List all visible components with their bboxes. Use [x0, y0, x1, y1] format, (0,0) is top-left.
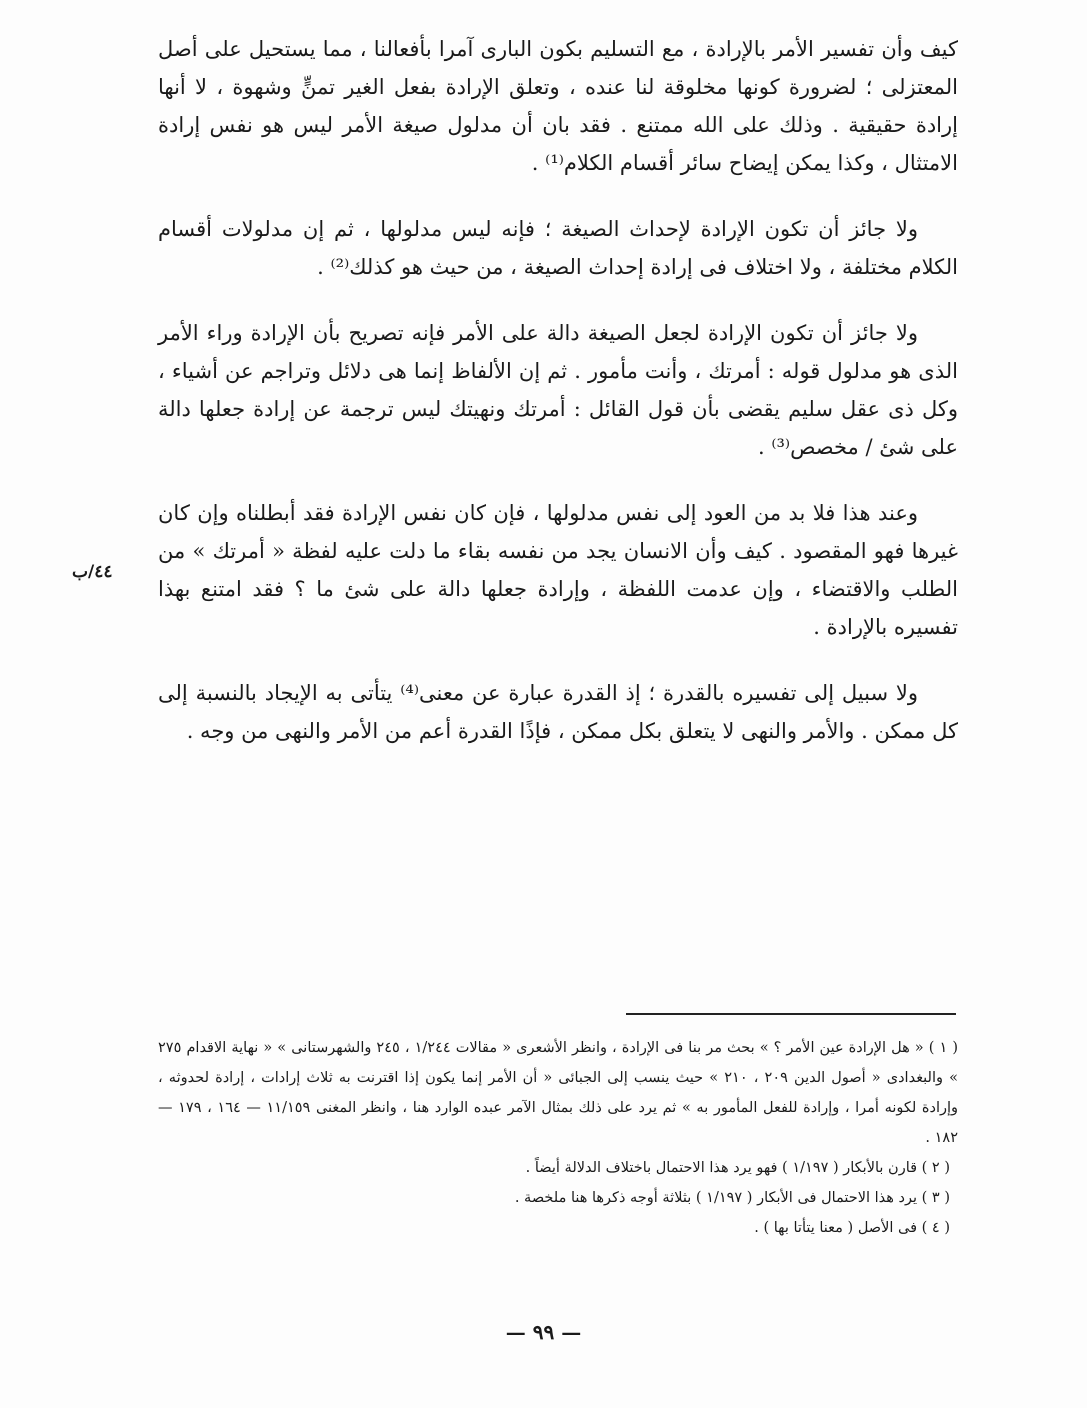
main-text — [158, 30, 958, 778]
footnote-4: ( ٤ ) فى الأصل ( معنا يتأتا بها ) . — [754, 1220, 950, 1236]
manuscript-folio-marker: ٤٤/ب — [72, 562, 113, 582]
footnotes — [158, 1033, 958, 1243]
footnote-separator — [626, 1013, 956, 1015]
paragraph-1: كيف وأن تفسير الأمر بالإرادة ، مع التسليم بكون البارى آمرا بأفعالنا ، مما يستحيل على أصل المعتزلى ؛ لضرورة كونها مخلوقة لنا عنده ، وتعلق الإرادة بفعل الغير تمنٍّ وشهوة ، لا أنها إرادة حقيقية . وذلك على الله ممتنع . فقد بان أن مدلول صيغة الأمر ليس هو نفس إرادة الامتثال ، وكذا يمكن إيضاح سائر أقسام الكلام⁽¹⁾ . — [158, 37, 958, 175]
paragraph-5: ولا سبيل إلى تفسيره بالقدرة ؛ إذ القدرة عبارة عن معنى⁽⁴⁾ يتأتى به الإيجاد بالنسبة إلى كل ممكن . والأمر والنهى لا يتعلق بكل ممكن ، فإذًا القدرة أعم من الأمر والنهى من وجه . — [158, 681, 958, 743]
footnote-2: ( ٢ ) قارن بالأبكار ( ١/١٩٧ ) فهو يرد هذا الاحتمال باختلاف الدلالة أيضاً . — [525, 1160, 950, 1176]
footnote-3: ( ٣ ) يرد هذا الاحتمال فى الأبكار ( ١/١٩٧ ) بثلاثة أوجه ذكرها هنا ملخصة . — [514, 1190, 950, 1206]
paragraph-2: ولا جائز أن تكون الإرادة لإحداث الصيغة ؛ فإنه ليس مدلولها ، ثم إن مدلولات أقسام الكلام مختلفة ، ولا اختلاف فى إرادة إحداث الصيغة ، من حيث هو كذلك⁽²⁾ . — [158, 217, 958, 279]
paragraph-4: وعند هذا فلا بد من العود إلى نفس مدلولها ، فإن كان نفس الإرادة فقد أبطلناه وإن كان غيرها فهو المقصود . كيف وأن الانسان يجد من نفسه بقاء ما دلت عليه لفظة « أمرتك » من الطلب والاقتضاء ، وإن عدمت اللفظة ، وإرادة جعلها دالة على شئ ما ؟ فقد امتنع بهذا تفسيره بالإرادة . — [158, 501, 959, 639]
page-number: — ٩٩ — — [505, 1320, 582, 1344]
footnote-1: ( ١ ) « هل الإرادة عين الأمر ؟ » بحث مر بنا فى الإرادة ، وانظر الأشعرى « مقالات ١/٢٤٤ ، ٢٤٥ والشهرستانى » « نهاية الاقدام ٢٧٥ » والبغدادى « أصول الدين ٢٠٩ ، ٢١٠ » حيث ينسب إلى الجبائى « أن الأمر إنما يكون إذا اقترنت به ثلاث إرادات ، إرادة لحدوثه ، وإرادة لكونه أمرا ، وإرادة للفعل المأمور به » ثم يرد على ذلك بمثال الآمر عبده الوارد هنا ، وانظر المغنى ١١/١٥٩ — ١٦٤ ، ١٧٩ — ١٨٢ . — [158, 1040, 959, 1146]
paragraph-3: ولا جائز أن تكون الإرادة لجعل الصيغة دالة على الأمر فإنه تصريح بأن الإرادة وراء الأمر الذى هو مدلول قوله : أمرتك ، وأنت مأمور . ثم إن الألفاظ إنما هى دلائل وتراجم عن أشياء ، وكل ذى عقل سليم يقضى بأن قول القائل : أمرتك ونهيتك ليس ترجمة عن إرادة جعلها دالة على شئ / مخصص⁽³⁾ . — [158, 321, 958, 459]
